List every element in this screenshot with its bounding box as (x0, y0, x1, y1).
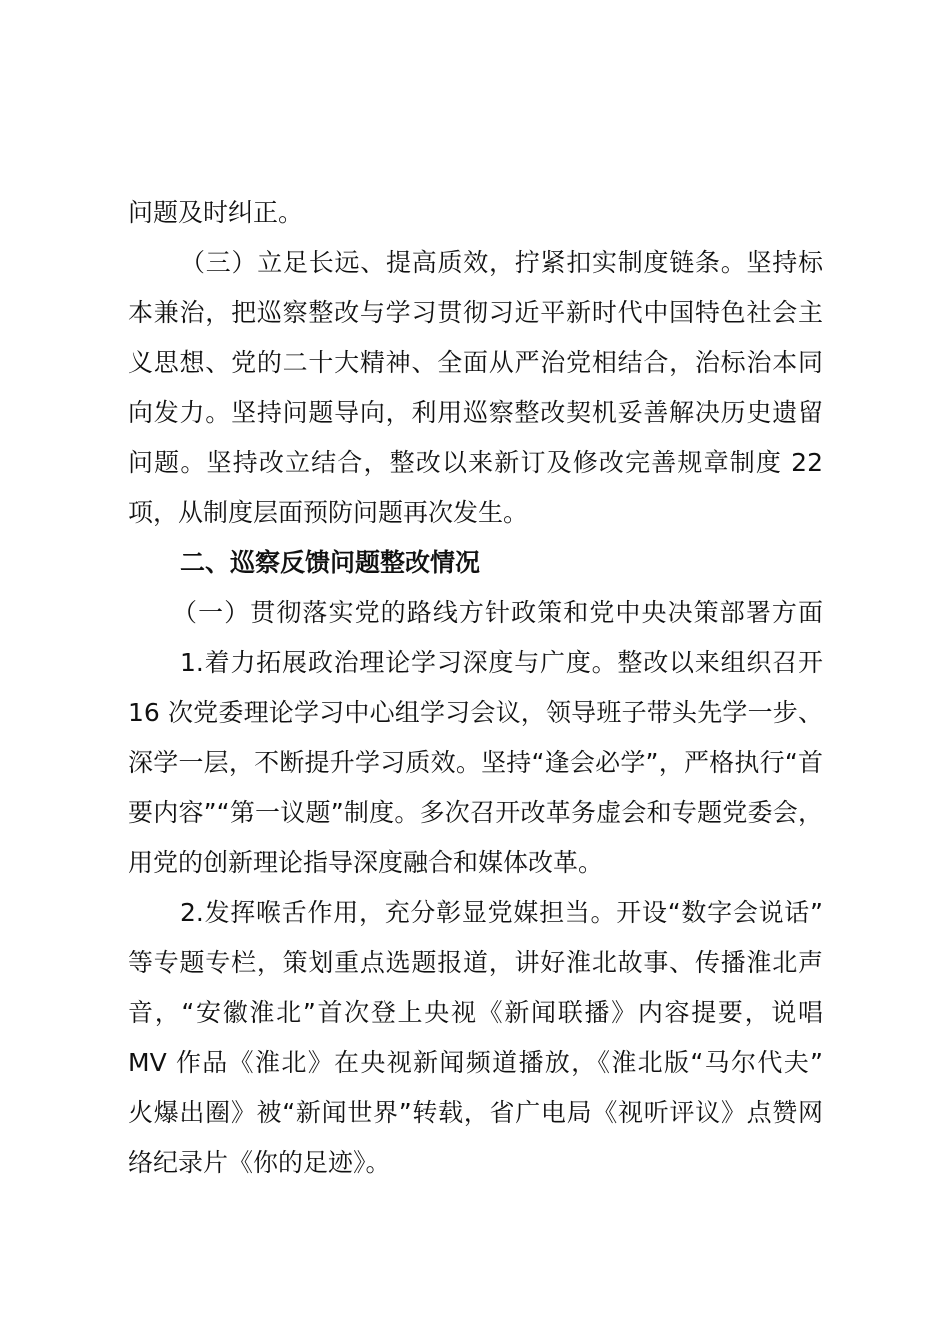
paragraph-line: 问题及时纠正。 (128, 198, 304, 227)
paragraph-line: MV 作品《淮北》在央视新闻频道播放，《淮北版“马尔代夫” (128, 1048, 823, 1077)
document-page (128, 188, 823, 1188)
paragraph-line: 项，从制度层面预防问题再次发生。 (128, 498, 529, 527)
subsection-heading: （一）贯彻落实党的路线方针政策和党中央决策部署方面 (172, 598, 823, 627)
section-heading-3-line: （三）立足长远、提高质效，拧紧扣实制度链条。坚持标 (180, 248, 823, 277)
paragraph-line: 1.着力拓展政治理论学习深度与广度。整改以来组织召开 (180, 648, 823, 677)
paragraph-line: 等专题专栏，策划重点选题报道，讲好淮北故事、传播淮北声 (128, 948, 823, 977)
paragraph-line: 16 次党委理论学习中心组学习会议，领导班子带头先学一步、 (128, 698, 823, 727)
chapter-heading: 二、巡察反馈问题整改情况 (180, 548, 481, 577)
paragraph-line: 用党的创新理论指导深度融合和媒体改革。 (128, 848, 604, 877)
paragraph-line: 音，“安徽淮北”首次登上央视《新闻联播》内容提要，说唱 (128, 998, 823, 1027)
paragraph-line: 本兼治，把巡察整改与学习贯彻习近平新时代中国特色社会主 (128, 298, 823, 327)
paragraph-line: 火爆出圈》被“新闻世界”转载，省广电局《视听评议》点赞网 (128, 1098, 823, 1127)
paragraph-line: 向发力。坚持问题导向，利用巡察整改契机妥善解决历史遗留 (128, 398, 823, 427)
paragraph-line: 2.发挥喉舌作用，充分彰显党媒担当。开设“数字会说话” (180, 898, 823, 927)
paragraph-line: 要内容”“第一议题”制度。多次召开改革务虚会和专题党委会， (128, 798, 823, 827)
paragraph-line: 问题。坚持改立结合，整改以来新订及修改完善规章制度 22 (128, 448, 823, 477)
paragraph-line: 深学一层，不断提升学习质效。坚持“逢会必学”，严格执行“首 (128, 748, 823, 777)
paragraph-line: 络纪录片《你的足迹》。 (128, 1148, 391, 1177)
paragraph-line: 义思想、党的二十大精神、全面从严治党相结合，治标治本同 (128, 348, 823, 377)
